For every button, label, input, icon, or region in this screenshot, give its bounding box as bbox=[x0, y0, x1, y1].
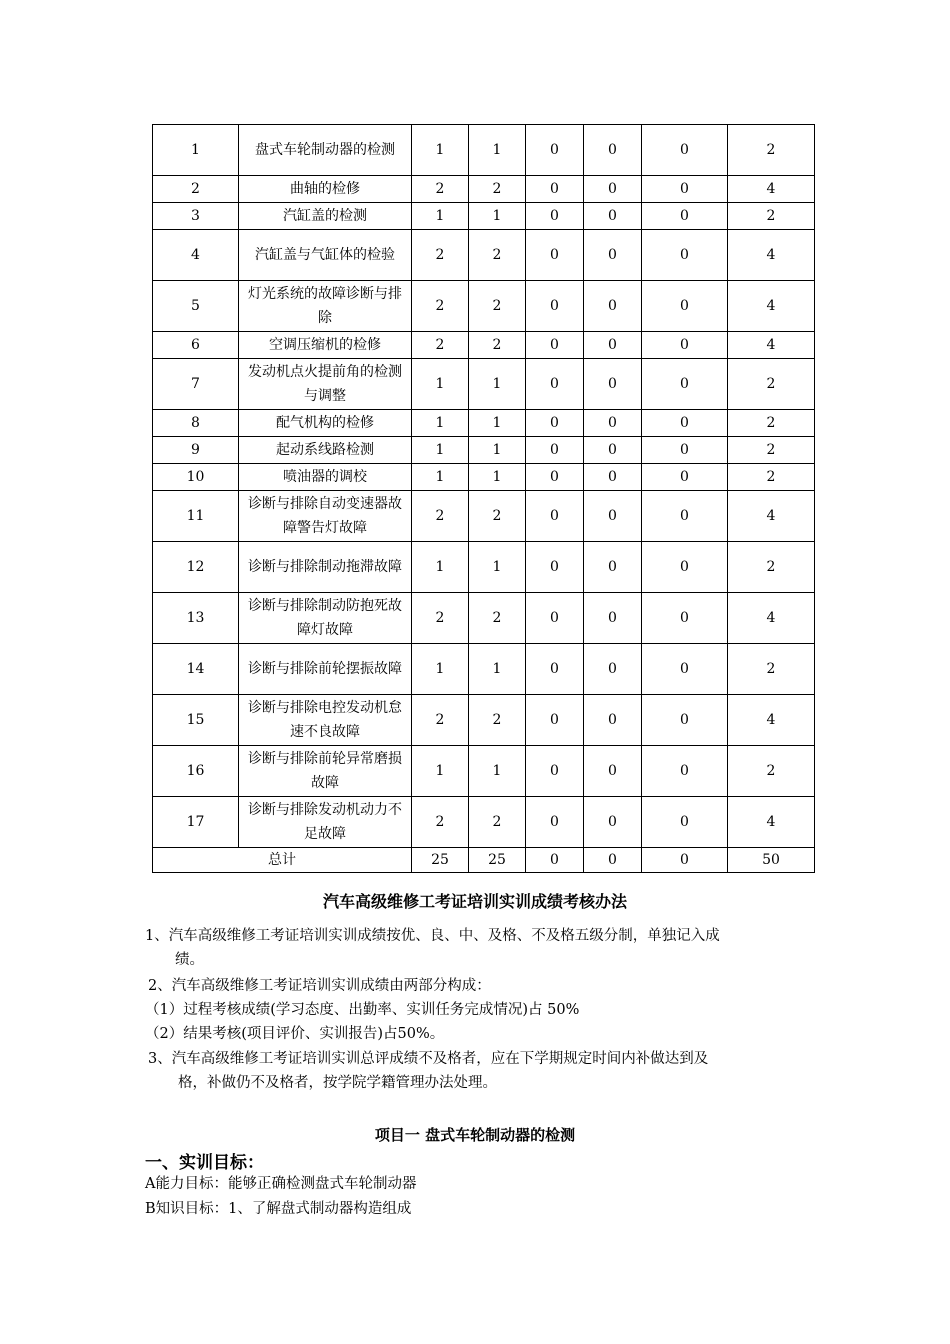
total-cell: 50 bbox=[728, 848, 815, 873]
hours-cell: 0 bbox=[642, 797, 728, 848]
hours-cell: 1 bbox=[412, 644, 469, 695]
total-label: 总计 bbox=[153, 848, 412, 873]
hours-cell: 1 bbox=[469, 464, 526, 491]
project-name: 曲轴的检修 bbox=[239, 176, 412, 203]
hours-cell: 0 bbox=[642, 176, 728, 203]
table-row bbox=[153, 695, 815, 746]
hours-cell: 4 bbox=[728, 332, 815, 359]
hours-cell: 1 bbox=[469, 644, 526, 695]
project-name: 汽缸盖与气缸体的检验 bbox=[239, 230, 412, 281]
total-cell: 0 bbox=[584, 848, 642, 873]
hours-cell: 1 bbox=[469, 410, 526, 437]
hours-cell: 0 bbox=[642, 746, 728, 797]
row-number: 5 bbox=[153, 281, 239, 332]
assessment-item-1 bbox=[145, 924, 815, 972]
hours-cell: 0 bbox=[526, 593, 584, 644]
hours-cell: 2 bbox=[412, 797, 469, 848]
total-cell: 0 bbox=[642, 848, 728, 873]
hours-cell: 0 bbox=[584, 125, 642, 176]
hours-cell: 0 bbox=[526, 203, 584, 230]
project-name: 诊断与排除制动防抱死故障灯故障 bbox=[239, 593, 412, 644]
hours-cell: 2 bbox=[728, 644, 815, 695]
hours-cell: 1 bbox=[412, 746, 469, 797]
hours-cell: 2 bbox=[469, 491, 526, 542]
hours-cell: 1 bbox=[412, 125, 469, 176]
project-name: 诊断与排除自动变速器故障警告灯故障 bbox=[239, 491, 412, 542]
assessment-item-2-1: （1）过程考核成绩(学习态度、出勤率、实训任务完成情况)占 50% bbox=[145, 1002, 580, 1018]
row-number: 17 bbox=[153, 797, 239, 848]
row-number: 1 bbox=[153, 125, 239, 176]
hours-cell: 2 bbox=[469, 797, 526, 848]
hours-cell: 2 bbox=[412, 491, 469, 542]
hours-cell: 2 bbox=[728, 437, 815, 464]
hours-cell: 4 bbox=[728, 593, 815, 644]
hours-cell: 2 bbox=[412, 281, 469, 332]
hours-cell: 1 bbox=[469, 359, 526, 410]
total-row bbox=[153, 848, 815, 873]
hours-cell: 4 bbox=[728, 797, 815, 848]
hours-cell: 0 bbox=[526, 332, 584, 359]
hours-cell: 1 bbox=[469, 125, 526, 176]
hours-cell: 0 bbox=[584, 281, 642, 332]
row-number: 4 bbox=[153, 230, 239, 281]
row-number: 7 bbox=[153, 359, 239, 410]
hours-cell: 1 bbox=[412, 410, 469, 437]
table-row bbox=[153, 359, 815, 410]
row-number: 11 bbox=[153, 491, 239, 542]
table-row bbox=[153, 491, 815, 542]
project-name: 灯光系统的故障诊断与排除 bbox=[239, 281, 412, 332]
row-number: 16 bbox=[153, 746, 239, 797]
hours-cell: 0 bbox=[642, 542, 728, 593]
hours-cell: 1 bbox=[412, 437, 469, 464]
project-name: 起动系线路检测 bbox=[239, 437, 412, 464]
hours-cell: 0 bbox=[526, 410, 584, 437]
hours-cell: 4 bbox=[728, 281, 815, 332]
hours-cell: 0 bbox=[642, 437, 728, 464]
hours-cell: 0 bbox=[584, 464, 642, 491]
table-row bbox=[153, 125, 815, 176]
hours-cell: 2 bbox=[728, 542, 815, 593]
hours-cell: 2 bbox=[728, 359, 815, 410]
hours-cell: 0 bbox=[642, 281, 728, 332]
table-row bbox=[153, 437, 815, 464]
hours-cell: 0 bbox=[584, 332, 642, 359]
knowledge-goal: B知识目标：1、了解盘式制动器构造组成 bbox=[145, 1201, 412, 1217]
table-row bbox=[153, 542, 815, 593]
hours-cell: 0 bbox=[584, 203, 642, 230]
assessment-item-2-2: （2）结果考核(项目评价、实训报告)占50%。 bbox=[145, 1026, 445, 1042]
hours-cell: 0 bbox=[642, 644, 728, 695]
hours-cell: 2 bbox=[412, 695, 469, 746]
assessment-item-3-line-1: 3、汽车高级维修工考证培训实训总评成绩不及格者，应在下学期规定时间内补做达到及 bbox=[148, 1051, 709, 1067]
hours-cell: 0 bbox=[584, 593, 642, 644]
row-number: 2 bbox=[153, 176, 239, 203]
hours-cell: 0 bbox=[642, 203, 728, 230]
table-row bbox=[153, 746, 815, 797]
ability-goal: A能力目标：能够正确检测盘式车轮制动器 bbox=[145, 1176, 417, 1192]
hours-cell: 1 bbox=[469, 203, 526, 230]
project-name: 诊断与排除制动拖滞故障 bbox=[239, 542, 412, 593]
hours-cell: 2 bbox=[469, 593, 526, 644]
hours-cell: 0 bbox=[584, 176, 642, 203]
hours-cell: 4 bbox=[728, 230, 815, 281]
hours-cell: 0 bbox=[642, 464, 728, 491]
hours-cell: 0 bbox=[584, 437, 642, 464]
hours-cell: 0 bbox=[642, 125, 728, 176]
hours-cell: 2 bbox=[728, 125, 815, 176]
table-row bbox=[153, 203, 815, 230]
row-number: 9 bbox=[153, 437, 239, 464]
hours-cell: 2 bbox=[469, 176, 526, 203]
table-row bbox=[153, 332, 815, 359]
hours-cell: 0 bbox=[642, 332, 728, 359]
hours-cell: 1 bbox=[412, 542, 469, 593]
hours-cell: 0 bbox=[526, 797, 584, 848]
hours-cell: 0 bbox=[584, 695, 642, 746]
hours-cell: 0 bbox=[526, 695, 584, 746]
hours-cell: 0 bbox=[642, 593, 728, 644]
hours-cell: 0 bbox=[642, 230, 728, 281]
hours-cell: 2 bbox=[728, 410, 815, 437]
hours-cell: 2 bbox=[469, 230, 526, 281]
row-number: 12 bbox=[153, 542, 239, 593]
hours-cell: 0 bbox=[584, 746, 642, 797]
hours-cell: 0 bbox=[526, 464, 584, 491]
project-name: 诊断与排除前轮摆振故障 bbox=[239, 644, 412, 695]
row-number: 14 bbox=[153, 644, 239, 695]
total-cell: 25 bbox=[469, 848, 526, 873]
project-title: 项目一 盘式车轮制动器的检测 bbox=[374, 1126, 576, 1144]
project-name: 配气机构的检修 bbox=[239, 410, 412, 437]
hours-cell: 0 bbox=[584, 797, 642, 848]
assessment-item-2: 2、汽车高级维修工考证培训实训成绩由两部分构成： bbox=[148, 978, 491, 994]
hours-cell: 2 bbox=[728, 203, 815, 230]
hours-cell: 0 bbox=[526, 230, 584, 281]
total-cell: 0 bbox=[526, 848, 584, 873]
hours-cell: 1 bbox=[469, 746, 526, 797]
assessment-title: 汽车高级维修工考证培训实训成绩考核办法 bbox=[322, 892, 627, 911]
hours-cell: 4 bbox=[728, 176, 815, 203]
table-row bbox=[153, 230, 815, 281]
project-name: 发动机点火提前角的检测与调整 bbox=[239, 359, 412, 410]
hours-cell: 0 bbox=[584, 644, 642, 695]
hours-cell: 0 bbox=[526, 437, 584, 464]
hours-cell: 2 bbox=[469, 332, 526, 359]
hours-cell: 0 bbox=[526, 176, 584, 203]
hours-cell: 0 bbox=[584, 491, 642, 542]
hours-cell: 0 bbox=[642, 359, 728, 410]
table-row bbox=[153, 176, 815, 203]
hours-cell: 0 bbox=[526, 281, 584, 332]
table-row bbox=[153, 281, 815, 332]
row-number: 15 bbox=[153, 695, 239, 746]
assessment-item-1-line-2: 绩。 bbox=[175, 952, 204, 968]
table-row bbox=[153, 464, 815, 491]
row-number: 13 bbox=[153, 593, 239, 644]
hours-cell: 2 bbox=[412, 593, 469, 644]
hours-cell: 2 bbox=[728, 746, 815, 797]
row-number: 6 bbox=[153, 332, 239, 359]
table-row bbox=[153, 644, 815, 695]
hours-cell: 2 bbox=[469, 281, 526, 332]
hours-cell: 0 bbox=[526, 359, 584, 410]
project-name: 喷油器的调校 bbox=[239, 464, 412, 491]
hours-cell: 1 bbox=[469, 542, 526, 593]
hours-cell: 0 bbox=[642, 695, 728, 746]
hours-table-body bbox=[153, 125, 815, 873]
assessment-item-3 bbox=[148, 1047, 818, 1095]
hours-cell: 0 bbox=[642, 491, 728, 542]
hours-cell: 2 bbox=[728, 464, 815, 491]
hours-cell: 0 bbox=[584, 410, 642, 437]
hours-cell: 0 bbox=[584, 542, 642, 593]
hours-cell: 0 bbox=[526, 542, 584, 593]
row-number: 8 bbox=[153, 410, 239, 437]
hours-cell: 1 bbox=[469, 437, 526, 464]
total-cell: 25 bbox=[412, 848, 469, 873]
assessment-item-3-line-2: 格，补做仍不及格者，按学院学籍管理办法处理。 bbox=[178, 1075, 497, 1091]
project-name: 汽缸盖的检测 bbox=[239, 203, 412, 230]
table-row bbox=[153, 410, 815, 437]
hours-cell: 1 bbox=[412, 359, 469, 410]
hours-cell: 1 bbox=[412, 464, 469, 491]
hours-cell: 0 bbox=[526, 746, 584, 797]
hours-cell: 4 bbox=[728, 491, 815, 542]
training-goal-heading: 一、实训目标： bbox=[145, 1153, 264, 1173]
table-row bbox=[153, 593, 815, 644]
project-name: 盘式车轮制动器的检测 bbox=[239, 125, 412, 176]
hours-cell: 4 bbox=[728, 695, 815, 746]
assessment-item-1-line-1: 1、汽车高级维修工考证培训实训成绩按优、良、中、及格、不及格五级分制，单独记入成 bbox=[145, 928, 720, 944]
hours-table bbox=[152, 124, 815, 873]
project-name: 诊断与排除前轮异常磨损故障 bbox=[239, 746, 412, 797]
hours-cell: 2 bbox=[469, 695, 526, 746]
hours-cell: 1 bbox=[412, 203, 469, 230]
hours-cell: 2 bbox=[412, 176, 469, 203]
hours-cell: 2 bbox=[412, 230, 469, 281]
row-number: 3 bbox=[153, 203, 239, 230]
project-name: 诊断与排除电控发动机怠速不良故障 bbox=[239, 695, 412, 746]
hours-cell: 2 bbox=[412, 332, 469, 359]
hours-cell: 0 bbox=[526, 491, 584, 542]
hours-cell: 0 bbox=[584, 230, 642, 281]
hours-cell: 0 bbox=[526, 644, 584, 695]
project-name: 空调压缩机的检修 bbox=[239, 332, 412, 359]
hours-cell: 0 bbox=[642, 410, 728, 437]
hours-cell: 0 bbox=[584, 359, 642, 410]
row-number: 10 bbox=[153, 464, 239, 491]
project-name: 诊断与排除发动机动力不足故障 bbox=[239, 797, 412, 848]
table-row bbox=[153, 797, 815, 848]
hours-cell: 0 bbox=[526, 125, 584, 176]
